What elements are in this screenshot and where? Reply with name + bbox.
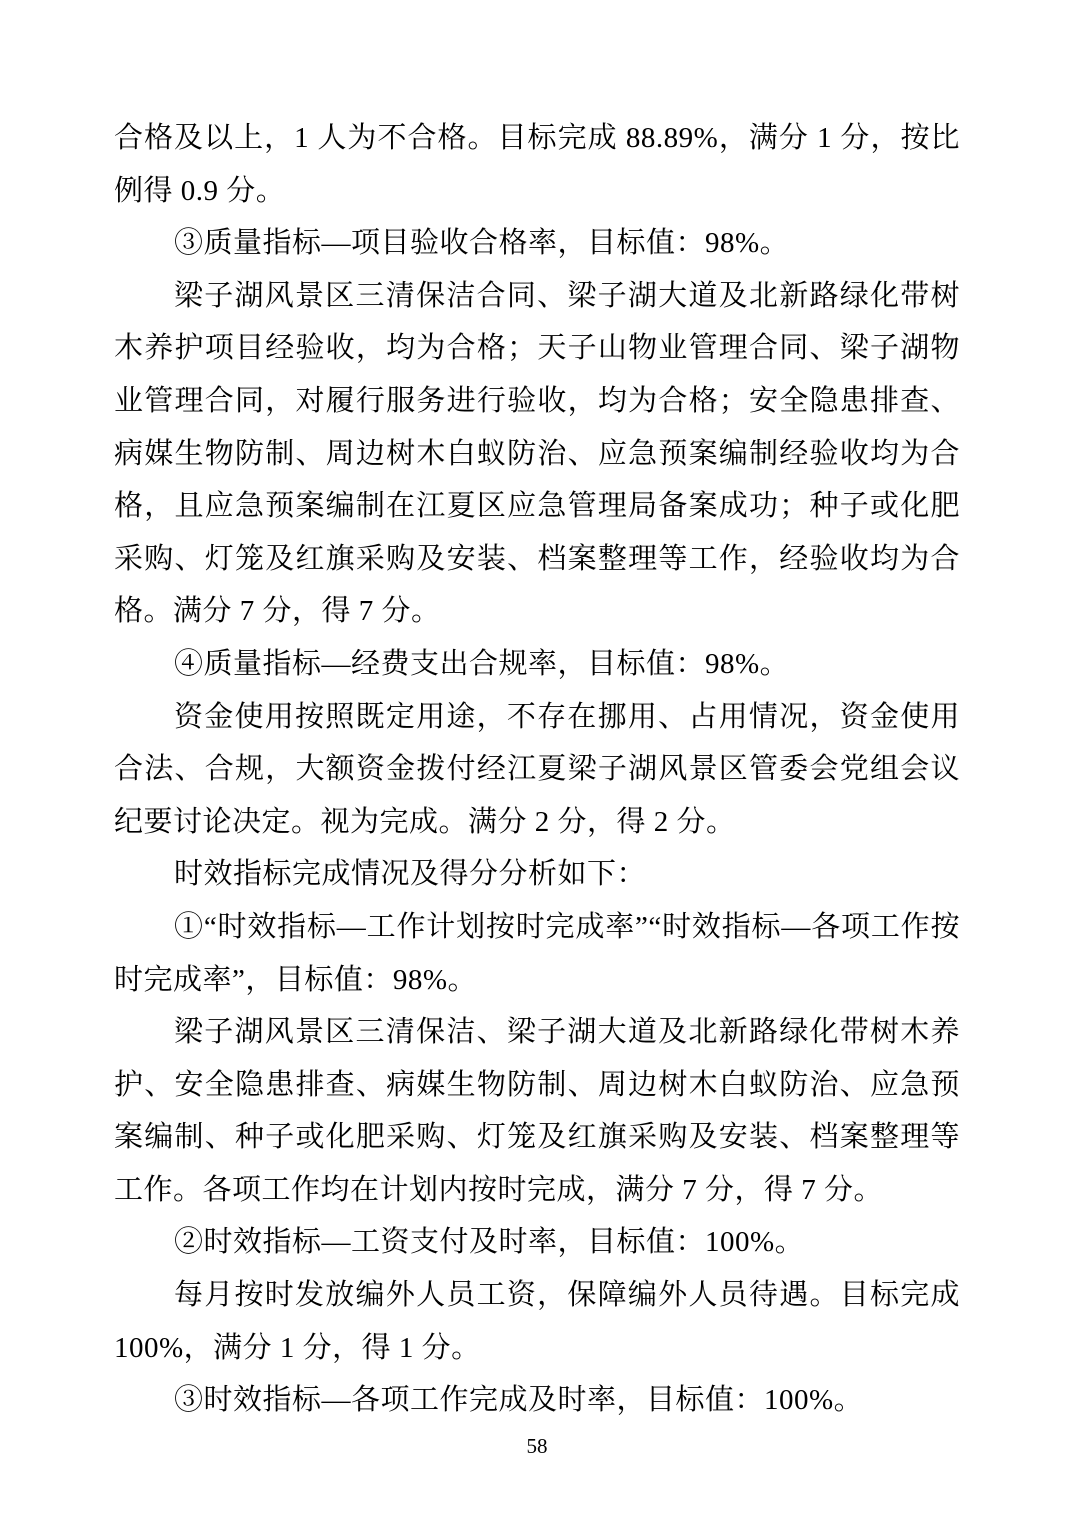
text-paragraph-quality-indicator-4: ④质量指标—经费支出合规率，目标值：98%。 (174, 647, 790, 680)
text-paragraph: 梁子湖风景区三清保洁合同、梁子湖大道及北新路绿化带树木养护项目经验收，均为合格；天子山物业管理合同、梁子湖物业管理合同，对履行服务进行验收，均为合格；安全隐患排查、病媒生物防制、周边树木白蚁防治、应急预案编制经验收均为合格，且应急预案编制在江夏区应急管理局备案成功；种子或化肥采购、灯笼及红旗采购及安装、档案整理等工作，经验收均为合格。满分 7 分，得 7 分。 (114, 279, 960, 628)
text-paragraph: 资金使用按照既定用途，不存在挪用、占用情况，资金使用合法、合规，大额资金拨付经江夏梁子湖风景区管委会党组会议纪要讨论决定。视为完成。满分 2 分，得 2 分。 (114, 700, 960, 838)
text-paragraph: 每月按时发放编外人员工资，保障编外人员待遇。目标完成 100%，满分 1 分，得 1 分。 (114, 1279, 960, 1364)
document-body (114, 112, 960, 1427)
page-number: 58 (526, 1434, 548, 1458)
text-paragraph-timeliness-heading: 时效指标完成情况及得分分析如下： (174, 858, 647, 891)
text-paragraph-timeliness-indicator-3: ③时效指标—各项工作完成及时率，目标值：100%。 (174, 1384, 864, 1417)
text-paragraph-quality-indicator-3: ③质量指标—项目验收合格率，目标值：98%。 (174, 227, 790, 260)
text-paragraph-timeliness-indicator-1: ①“时效指标—工作计划按时完成率”“时效指标—各项工作按时完成率”，目标值：98%。 (114, 910, 960, 996)
text-paragraph: 梁子湖风景区三清保洁、梁子湖大道及北新路绿化带树木养护、安全隐患排查、病媒生物防制、周边树木白蚁防治、应急预案编制、种子或化肥采购、灯笼及红旗采购及安装、档案整理等工作。各项工作均在计划内按时完成，满分 7 分，得 7 分。 (114, 1016, 960, 1206)
text-paragraph-timeliness-indicator-2: ②时效指标—工资支付及时率，目标值：100%。 (174, 1226, 805, 1259)
text-paragraph: 合格及以上，1 人为不合格。目标完成 88.89%，满分 1 分，按比例得 0.9 分。 (114, 122, 960, 207)
